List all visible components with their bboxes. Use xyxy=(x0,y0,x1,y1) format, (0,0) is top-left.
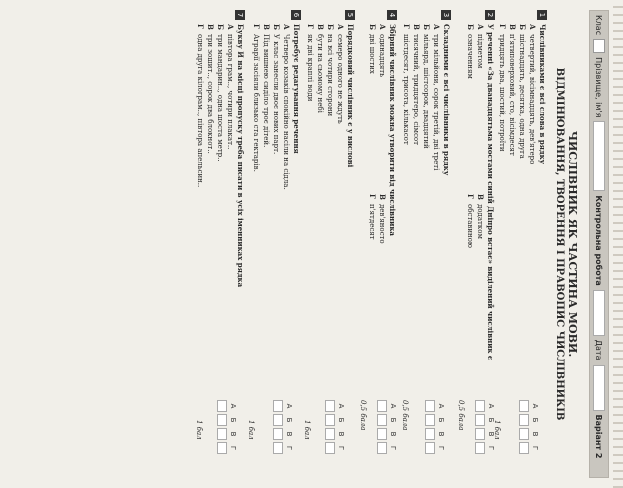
option-d: Гтридцять два, шостий, потроїти xyxy=(498,24,507,152)
answer-cell[interactable] xyxy=(325,414,335,426)
answer-cell[interactable] xyxy=(475,428,485,440)
option-a: Апівтора грам.., чотири плакат.. xyxy=(226,24,235,150)
option-d: Гшістдесят, трисота, кількасот xyxy=(402,24,411,145)
option-c: Вбути на сьомому небі xyxy=(316,24,325,113)
answer-cell[interactable] xyxy=(273,400,283,412)
option-b: Бна всі чотири сторони xyxy=(326,24,335,117)
question-3 xyxy=(401,10,451,370)
variant-label: Варіант 2 xyxy=(594,414,604,459)
answer-cell[interactable] xyxy=(519,428,529,440)
option-a: Асемеро одного не ждуть xyxy=(336,24,345,124)
question-number: 7 xyxy=(235,10,245,20)
answer-cell[interactable] xyxy=(217,442,227,454)
question-2 xyxy=(465,10,495,390)
answer-cell[interactable] xyxy=(519,414,529,426)
option-b: Бшістнадцять, десятка, одна друга xyxy=(518,24,527,159)
answer-cell[interactable] xyxy=(273,428,283,440)
option-a: Аодинадцять xyxy=(378,24,387,77)
date-label: Дата xyxy=(594,339,604,361)
answer-cell[interactable] xyxy=(425,428,435,440)
answer-cell[interactable] xyxy=(519,400,529,412)
answer-cell[interactable] xyxy=(325,442,335,454)
answer-cell[interactable] xyxy=(425,442,435,454)
header-bar xyxy=(589,10,609,478)
work-field xyxy=(593,290,605,336)
option-c: Вдев'яносто xyxy=(378,194,387,244)
question-number: 2 xyxy=(485,10,495,20)
question-7 xyxy=(195,10,245,390)
option-d: Гяк дві краплі води xyxy=(306,24,315,102)
question-number: 1 xyxy=(537,10,547,20)
question-text: Порядковий числівник є у вислові xyxy=(346,24,355,168)
name-field[interactable] xyxy=(593,121,605,191)
option-c: Втисячний, тридцятеро, сімсот xyxy=(412,24,421,145)
answer-cell[interactable] xyxy=(325,400,335,412)
answer-grid-3: А Б В Г xyxy=(425,400,445,454)
option-b: Бозначенням xyxy=(466,24,475,79)
answer-grid-4: А Б В Г xyxy=(377,400,397,454)
answer-cell[interactable] xyxy=(377,414,387,426)
score-3: 0,5 бала xyxy=(401,400,409,431)
question-text: Складними є всі числівники в рядку xyxy=(442,24,451,176)
answer-cell[interactable] xyxy=(475,442,485,454)
option-d: Гп'ятдесят xyxy=(368,194,377,240)
answer-cell[interactable] xyxy=(273,414,283,426)
class-label: Клас xyxy=(594,15,604,36)
option-b: Бтри мандарин.., одна шоста метр.. xyxy=(216,24,225,162)
option-a: АЧетверо козаків спокійно насіли на сідла. xyxy=(282,24,291,190)
option-b: БУ клас занесли двоє нових парт. xyxy=(272,24,281,155)
answer-cell[interactable] xyxy=(519,442,529,454)
option-b: Бмільярд, шістсорок, двадцятий xyxy=(422,24,431,149)
answer-cell[interactable] xyxy=(325,428,335,440)
answer-cell[interactable] xyxy=(425,400,435,412)
score-6: 1 бал xyxy=(247,420,255,440)
question-6 xyxy=(251,10,301,370)
question-4 xyxy=(367,10,397,390)
option-a: Апідметом xyxy=(476,24,485,69)
option-d: ГАграрії засіяли близько ста гектарів. xyxy=(252,24,261,172)
date-field[interactable] xyxy=(593,365,605,411)
page-title: ЧИСЛІВНИК ЯК ЧАСТИНА МОВИ. xyxy=(566,130,579,358)
option-a: Ачетвертий, вісімнадцять, дев'ятеро xyxy=(528,24,537,165)
answer-cell[interactable] xyxy=(377,428,387,440)
answer-cell[interactable] xyxy=(475,400,485,412)
option-d: Гобставиною xyxy=(466,194,475,248)
option-d: Годна друга кілограм.., півтора апельсин.. xyxy=(196,24,205,188)
answer-grid-7: А Б В Г xyxy=(217,400,237,454)
question-number: 3 xyxy=(441,10,451,20)
answer-cell[interactable] xyxy=(273,442,283,454)
question-text: Букву И на місці пропуску треба писати в усіх іменниках рядка xyxy=(236,24,245,288)
answer-grid-2: А Б В Г xyxy=(475,400,495,454)
answer-cell[interactable] xyxy=(377,442,387,454)
option-b: Бдві шостих xyxy=(368,24,377,74)
question-text: Потребує редагування речення xyxy=(292,24,301,154)
answer-cell[interactable] xyxy=(475,414,485,426)
question-number: 5 xyxy=(345,10,355,20)
answer-cell[interactable] xyxy=(425,414,435,426)
question-number: 6 xyxy=(291,10,301,20)
option-c: Втри зошит.., сорок два блокнот.. xyxy=(206,24,215,154)
question-number: 4 xyxy=(387,10,397,20)
option-a: Атри мільйони, сорок третій, дві треті xyxy=(432,24,441,171)
perforated-edge xyxy=(613,0,623,488)
answer-grid-5: А Б В Г xyxy=(325,400,345,454)
answer-cell[interactable] xyxy=(217,400,227,412)
answer-grid-1: А Б В Г xyxy=(519,400,539,454)
answer-cell[interactable] xyxy=(217,414,227,426)
class-field[interactable] xyxy=(593,39,605,53)
score-5: 1 бал xyxy=(303,420,311,440)
score-1: 1 бал xyxy=(493,420,501,440)
score-4: 0,5 бала xyxy=(359,400,367,431)
question-text: Збірний числівник можна утворити від числівника xyxy=(388,24,397,236)
work-label: Контрольна робота xyxy=(594,195,604,286)
answer-cell[interactable] xyxy=(217,428,227,440)
question-5 xyxy=(305,10,355,370)
option-c: ВПід вишнею сиділо троє дітей. xyxy=(262,24,271,148)
question-1 xyxy=(497,10,547,370)
answer-cell[interactable] xyxy=(377,400,387,412)
page-subtitle: ВІДМІНЮВАННЯ, ТВОРЕННЯ І ПРАВОПИС ЧИСЛІВНИКІВ xyxy=(554,67,565,421)
score-7: 1 бал xyxy=(195,420,203,440)
question-text: У реченні «За дванадцятьма мостами синій Дніпро встає» виділений числівник є xyxy=(486,24,495,361)
option-c: Вдодатком xyxy=(476,194,485,239)
question-text: Числівниками є всі слова в рядку xyxy=(538,24,547,165)
answer-grid-6: А Б В Г xyxy=(273,400,293,454)
name-label: Прізвище, ім'я xyxy=(594,57,604,118)
score-2: 0,5 бала xyxy=(457,400,465,431)
option-c: Вп'ятиповерховий, сто, вісімдесят xyxy=(508,24,517,156)
